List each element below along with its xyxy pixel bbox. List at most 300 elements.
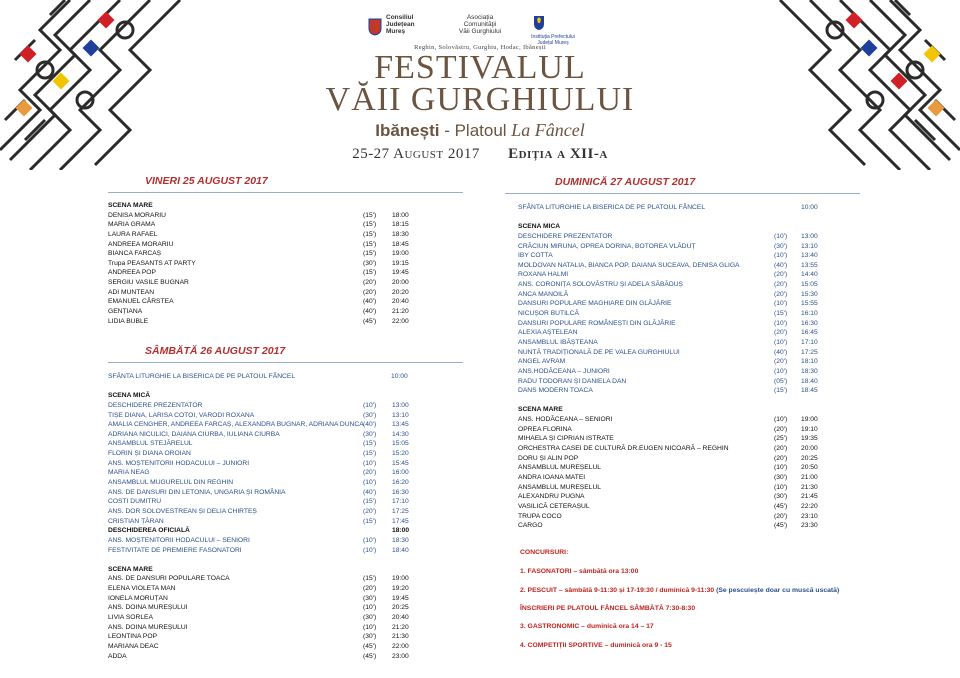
duration: (15') bbox=[363, 498, 377, 506]
performer-name: ANDRA IOANA MATEI bbox=[518, 473, 586, 481]
duration: (15') bbox=[363, 517, 377, 525]
start-time: 18:30 bbox=[392, 536, 409, 544]
schedule-row bbox=[108, 498, 418, 508]
performer-name: ANSAMBLUL MUREȘELUL bbox=[518, 464, 601, 472]
start-time: 21:30 bbox=[392, 633, 409, 641]
schedule-row bbox=[108, 633, 418, 643]
schedule-row bbox=[108, 479, 418, 489]
performer-name: ADI MUNTEAN bbox=[108, 288, 155, 296]
performer-name: ANS. DE DANSURI DIN LETONIA, UNGARIA ȘI ROMÂNIA bbox=[108, 488, 286, 496]
duration: (10') bbox=[363, 546, 377, 554]
schedule-row bbox=[108, 279, 418, 289]
start-time: 16:30 bbox=[392, 488, 409, 496]
logo-center-line: Comunităţii bbox=[463, 21, 497, 28]
start-time: 15:20 bbox=[392, 450, 409, 458]
start-time: 18:45 bbox=[801, 387, 818, 395]
duration: (20') bbox=[774, 290, 788, 298]
start-time: 19:10 bbox=[801, 425, 818, 433]
performer-name: IONELA MORUȚAN bbox=[108, 594, 168, 602]
performer-name: LAURA RAFAEL bbox=[108, 230, 158, 238]
duration: (10') bbox=[774, 416, 788, 424]
start-time: 19:45 bbox=[392, 594, 409, 602]
duration: (30') bbox=[363, 411, 377, 419]
performer-name: ANSAMBLUL MUREȘELUL bbox=[518, 483, 601, 491]
sunday-heading: DUMINICĂ 27 AUGUST 2017 bbox=[555, 176, 696, 188]
schedule-row bbox=[518, 329, 838, 339]
logo-left-line: Județean bbox=[386, 21, 415, 28]
location-village: Ibănești bbox=[375, 121, 440, 140]
duration: (30') bbox=[774, 493, 788, 501]
start-time: 15:45 bbox=[392, 459, 409, 467]
schedule-row bbox=[518, 464, 838, 474]
festival-title-line1: FESTIVALUL bbox=[374, 49, 586, 86]
performer-name: COSTI DUMITRU bbox=[108, 498, 162, 506]
schedule-row bbox=[108, 421, 418, 431]
performer-name: ADDA bbox=[108, 652, 127, 660]
duration: (20') bbox=[774, 445, 788, 453]
start-time: 18:30 bbox=[392, 230, 409, 238]
schedule-row bbox=[108, 556, 418, 566]
prefecture-crest-icon bbox=[532, 14, 546, 32]
duration: (15') bbox=[363, 575, 377, 583]
duration: (15') bbox=[363, 221, 377, 229]
start-time: 17:25 bbox=[392, 507, 409, 515]
duration: (10') bbox=[363, 459, 377, 467]
performer-name: Trupa PEASANTS AT PARTY bbox=[108, 259, 196, 267]
schedule-row bbox=[518, 300, 838, 310]
start-time: 10:00 bbox=[801, 204, 818, 211]
duration: (15') bbox=[363, 440, 377, 448]
performer-name: SCENA MARE bbox=[518, 406, 563, 414]
schedule-row bbox=[518, 484, 838, 494]
schedule-row bbox=[108, 469, 418, 479]
performer-name: DESCHIDEREA OFICIALĂ bbox=[108, 527, 190, 535]
performer-name: GENȚIANA bbox=[108, 308, 143, 316]
duration: (10') bbox=[774, 252, 788, 260]
performer-name: TRUPA COCO bbox=[518, 512, 562, 520]
performer-name: ANS. CORONIȚA SOLOVĂSTRU ȘI ADELA SĂBĂDUȘ bbox=[518, 281, 684, 289]
performer-name: DANSURI POPULARE MAGHIARE DIN GLĂJĂRIE bbox=[518, 300, 672, 308]
schedule-row bbox=[108, 643, 418, 653]
performer-name: ANGEL AVRAM bbox=[518, 358, 566, 366]
performer-name: NUNTĂ TRADIȚIONALĂ DE PE VALEA GURGHIULUI bbox=[518, 348, 680, 356]
performer-name: DESCHIDERE PREZENTATOR bbox=[108, 401, 203, 409]
duration: (45') bbox=[363, 317, 377, 325]
start-time: 15:30 bbox=[801, 290, 818, 298]
schedule-row bbox=[108, 595, 418, 605]
performer-name: ANDREEA MORARIU bbox=[108, 240, 174, 248]
start-time: 20:00 bbox=[801, 445, 818, 453]
performer-name: MOLDOVAN NATALIA, BIANCA POP, DAIANA SUCEAVA, DENISA GLIGA bbox=[518, 261, 740, 269]
sunday-schedule bbox=[518, 204, 838, 532]
performer-name: NICUȘOR BUTILCĂ bbox=[518, 310, 579, 318]
start-time: 23:10 bbox=[801, 512, 818, 520]
start-time: 19:15 bbox=[392, 259, 409, 267]
schedule-row bbox=[108, 508, 418, 518]
performer-name: DANS MODERN TOACA bbox=[518, 387, 593, 395]
start-time: 18:10 bbox=[801, 358, 818, 366]
start-time: 16:10 bbox=[801, 310, 818, 318]
festival-dates bbox=[250, 146, 710, 163]
duration: (10') bbox=[774, 483, 788, 491]
schedule-row bbox=[518, 358, 838, 368]
schedule-row bbox=[108, 537, 418, 547]
performer-name: DENISA MORARIU bbox=[108, 211, 166, 219]
location-separator: - Platoul bbox=[439, 121, 512, 140]
schedule-row bbox=[518, 513, 838, 523]
start-time: 21:20 bbox=[392, 623, 409, 631]
start-time: 23:00 bbox=[392, 652, 409, 660]
schedule-row bbox=[518, 214, 838, 224]
performer-name: SCENA MARE bbox=[108, 565, 153, 573]
friday-schedule bbox=[108, 202, 418, 327]
contest-pescuit bbox=[520, 587, 839, 594]
schedule-row bbox=[518, 223, 838, 233]
start-time: 19:45 bbox=[392, 269, 409, 277]
logo-right-line: Instituția Prefectului bbox=[531, 34, 575, 40]
schedule-row bbox=[108, 221, 418, 231]
performer-name: OPREA FLORINA bbox=[518, 425, 572, 433]
logo-center-line: Văii Gurghiului bbox=[458, 28, 502, 35]
duration: (15') bbox=[363, 211, 377, 219]
start-time: 18:00 bbox=[392, 211, 409, 219]
schedule-row bbox=[518, 262, 838, 272]
schedule-row bbox=[518, 378, 838, 388]
performer-name: MARIA NEAG bbox=[108, 469, 150, 477]
duration: (15') bbox=[363, 250, 377, 258]
duration: (30') bbox=[363, 633, 377, 641]
schedule-row bbox=[108, 402, 418, 412]
duration: (30') bbox=[363, 614, 377, 622]
duration: (20') bbox=[774, 271, 788, 279]
start-time: 15:05 bbox=[392, 440, 409, 448]
schedule-row bbox=[518, 271, 838, 281]
start-time: 13:10 bbox=[392, 411, 409, 419]
date-range: 25-27 August 2017 bbox=[352, 146, 480, 162]
start-time: 13:45 bbox=[392, 421, 409, 429]
performer-name: ROXANA HALMI bbox=[518, 271, 569, 279]
schedule-row bbox=[518, 503, 838, 513]
performer-name: MARIANA DEAC bbox=[108, 642, 159, 650]
schedule-row bbox=[518, 455, 838, 465]
performer-name: BIANCA FARCAȘ bbox=[108, 250, 162, 258]
schedule-row bbox=[108, 383, 418, 393]
start-time: 17:45 bbox=[392, 517, 409, 525]
duration: (30') bbox=[363, 594, 377, 602]
performer-name: ANS. DOR SOLOVESTREAN ȘI DELIA CHIRTEȘ bbox=[108, 507, 257, 515]
duration: (25') bbox=[774, 435, 788, 443]
schedule-row bbox=[108, 212, 418, 222]
duration: (10') bbox=[774, 300, 788, 308]
start-time: 16:45 bbox=[801, 329, 818, 337]
start-time: 13:00 bbox=[801, 232, 818, 240]
schedule-row bbox=[518, 291, 838, 301]
start-time: 14:40 bbox=[801, 271, 818, 279]
schedule-row bbox=[108, 518, 418, 528]
duration: (20') bbox=[774, 329, 788, 337]
duration: (15') bbox=[774, 310, 788, 318]
performer-name: FLORIN ȘI DIANA OROIAN bbox=[108, 450, 191, 458]
performer-name: RADU TODORAN ȘI DANIELA DAN bbox=[518, 377, 627, 385]
start-time: 19:00 bbox=[801, 416, 818, 424]
contest-fasonatori: 1. FASONATORI – sâmbătă ora 13:00 bbox=[520, 568, 639, 575]
duration: (40') bbox=[774, 261, 788, 269]
schedule-row bbox=[108, 289, 418, 299]
logo-left-line: Consiliul bbox=[386, 14, 414, 21]
performer-name: FESTIVITATE DE PREMIERE FASONATORI bbox=[108, 546, 242, 554]
performer-name: SERGIU VASILE BUGNAR bbox=[108, 279, 189, 287]
duration: (10') bbox=[774, 338, 788, 346]
performer-name: LIDIA BUBLE bbox=[108, 317, 149, 325]
duration: (10') bbox=[774, 232, 788, 240]
duration: (20') bbox=[774, 454, 788, 462]
saturday-heading: SÂMBĂTĂ 26 AUGUST 2017 bbox=[145, 345, 286, 357]
start-time: 18:45 bbox=[392, 240, 409, 248]
duration: (40') bbox=[363, 488, 377, 496]
start-time: 20:50 bbox=[801, 464, 818, 472]
performer-name: SFÂNTA LITURGHIE LA BISERICA DE PE PLATOUL FÂNCEL bbox=[518, 204, 706, 211]
performer-name: EMANUEL CÂRSTEA bbox=[108, 298, 174, 306]
start-time: 21:00 bbox=[801, 473, 818, 481]
performer-name: IBY COTTA bbox=[518, 252, 553, 260]
schedule-row bbox=[518, 435, 838, 445]
performer-name: ALEXANDRU PUGNA bbox=[518, 493, 585, 501]
schedule-row bbox=[108, 298, 418, 308]
duration: (40') bbox=[363, 298, 377, 306]
contest-sports: 4. COMPETIȚII SPORTIVE – duminică ora 9 - 15 bbox=[520, 642, 672, 649]
folk-ornament-left bbox=[0, 0, 200, 170]
start-time: 13:40 bbox=[801, 252, 818, 260]
schedule-row bbox=[518, 416, 838, 426]
start-time: 13:00 bbox=[392, 401, 409, 409]
performer-name: ANS.HODĂCEANA – JUNIORI bbox=[518, 367, 610, 375]
festival-title-line2: VĂII GURGHIULUI bbox=[325, 81, 635, 118]
contests-title: CONCURSURI: bbox=[520, 549, 569, 556]
start-time: 19:00 bbox=[392, 575, 409, 583]
schedule-row bbox=[108, 460, 418, 470]
performer-name: ANS. DE DANSURI POPULARE TOACA bbox=[108, 575, 230, 583]
performer-name: CARGO bbox=[518, 522, 543, 530]
folk-ornament-right bbox=[760, 0, 960, 170]
schedule-row bbox=[108, 202, 418, 212]
logo-right-line: Județul Mureș bbox=[537, 40, 569, 46]
schedule-row bbox=[108, 527, 418, 537]
performer-name: ELENA VIOLETA MAN bbox=[108, 585, 176, 593]
duration: (10') bbox=[774, 464, 788, 472]
schedule-row bbox=[518, 320, 838, 330]
schedule-row bbox=[518, 445, 838, 455]
contest-pescuit-text: 2. PESCUIT – sâmbătă 9-11:30 și 17-19:30 / duminică 9-11:30 bbox=[520, 587, 715, 594]
duration: (20') bbox=[363, 469, 377, 477]
duration: (15') bbox=[363, 240, 377, 248]
performer-name: DORU ȘI ALIN POP bbox=[518, 454, 579, 462]
duration: (20') bbox=[363, 507, 377, 515]
schedule-row bbox=[108, 269, 418, 279]
performer-name: ANS. DOINA MUREȘULUI bbox=[108, 623, 188, 631]
duration: (20') bbox=[774, 512, 788, 520]
schedule-row bbox=[108, 585, 418, 595]
duration: (45') bbox=[363, 652, 377, 660]
start-time: 18:40 bbox=[801, 377, 818, 385]
performer-name: ANCA MANOILĂ bbox=[518, 290, 569, 298]
duration: (10') bbox=[363, 536, 377, 544]
start-time: 19:00 bbox=[392, 250, 409, 258]
schedule-row bbox=[108, 489, 418, 499]
performer-name: ANS. HODĂCEANA – SENIORI bbox=[518, 416, 613, 424]
duration: (40') bbox=[363, 421, 377, 429]
schedule-row bbox=[108, 308, 418, 318]
duration: (20') bbox=[363, 279, 377, 287]
performer-name: ORCHESTRA CASEI DE CULTURĂ DR.EUGEN NICOARĂ – REGHIN bbox=[518, 445, 729, 453]
schedule-row bbox=[108, 450, 418, 460]
schedule-row bbox=[518, 233, 838, 243]
performer-name: DESCHIDERE PREZENTATOR bbox=[518, 232, 613, 240]
schedule-row bbox=[108, 566, 418, 576]
contest-pescuit-note: (Se pescuiește doar cu muscă uscată) bbox=[714, 587, 840, 594]
start-time: 17:10 bbox=[801, 338, 818, 346]
start-time: 22:00 bbox=[392, 642, 409, 650]
sunday-rule bbox=[505, 193, 860, 194]
performer-name: CRISTIAN ȚĂRAN bbox=[108, 517, 164, 525]
edition: Ediția a XII-a bbox=[508, 146, 608, 162]
performer-name: LIVIA SORLEA bbox=[108, 614, 153, 622]
schedule-row bbox=[108, 412, 418, 422]
duration: (15') bbox=[363, 230, 377, 238]
performer-name: ANS. DOINA MUREȘULUI bbox=[108, 604, 188, 612]
contest-gastronomic: 3. GASTRONOMIC – duminică ora 14 – 17 bbox=[520, 623, 654, 630]
schedule-row bbox=[108, 241, 418, 251]
start-time: 20:40 bbox=[392, 298, 409, 306]
performer-name: TIȘE DIANA, LARISA COTOI, VARODI ROXANA bbox=[108, 411, 255, 419]
logo-left-line: Mureș bbox=[386, 28, 406, 35]
start-time: 16:20 bbox=[392, 479, 409, 487]
start-time: 13:10 bbox=[801, 242, 818, 250]
schedule-row bbox=[518, 368, 838, 378]
logo-center-line: Asociația bbox=[466, 14, 494, 21]
performer-name: ANS. MOȘTENITORII HODACULUI – JUNIORI bbox=[108, 459, 250, 467]
start-time: 13:55 bbox=[801, 261, 818, 269]
start-time: 22:00 bbox=[392, 317, 409, 325]
duration: (20') bbox=[363, 585, 377, 593]
start-time: 18:40 bbox=[392, 546, 409, 554]
performer-name: LEONTINA POP bbox=[108, 633, 158, 641]
schedule-row bbox=[108, 575, 418, 585]
performer-name: SFÂNTA LITURGHIE LA BISERICA DE PE PLATOUL FÂNCEL bbox=[108, 373, 296, 380]
duration: (10') bbox=[774, 367, 788, 375]
duration: (15') bbox=[363, 450, 377, 458]
duration: (30') bbox=[774, 242, 788, 250]
duration: (40') bbox=[363, 308, 377, 316]
start-time: 18:00 bbox=[392, 527, 410, 535]
schedule-row bbox=[108, 392, 418, 402]
start-time: 21:30 bbox=[801, 483, 818, 491]
performer-name: ANSAMBLUL STEJĂRELUL bbox=[108, 440, 193, 448]
start-time: 16:30 bbox=[801, 319, 818, 327]
start-time: 22:20 bbox=[801, 502, 818, 510]
start-time: 19:20 bbox=[392, 585, 409, 593]
start-time: 16:00 bbox=[392, 469, 409, 477]
start-time: 18:30 bbox=[801, 367, 818, 375]
performer-name: ANDREEA POP bbox=[108, 269, 156, 277]
start-time: 20:25 bbox=[392, 604, 409, 612]
schedule-row bbox=[518, 474, 838, 484]
performer-name: ANS. MOȘTENITORII HODACULUI – SENIORI bbox=[108, 536, 250, 544]
schedule-row bbox=[518, 252, 838, 262]
schedule-row bbox=[518, 281, 838, 291]
duration: (15') bbox=[774, 387, 788, 395]
performer-name: ADRIANA NICULICI, DAIANA CIURBA, IULIANA CIURBA bbox=[108, 430, 280, 438]
duration: (20') bbox=[774, 358, 788, 366]
duration: (20') bbox=[774, 425, 788, 433]
duration: (20') bbox=[774, 281, 788, 289]
contest-registration: ÎNSCRIERI PE PLATOUL FÂNCEL SÂMBĂTĂ 7:30-8:30 bbox=[520, 605, 696, 612]
schedule-row bbox=[518, 310, 838, 320]
performer-name: DANSURI POPULARE ROMÂNEȘTI DIN GLĂJĂRIE bbox=[518, 319, 676, 327]
start-time: 18:15 bbox=[392, 221, 409, 229]
logo-left-text bbox=[386, 14, 426, 35]
start-time: 20:40 bbox=[392, 614, 409, 622]
county-shield-icon bbox=[368, 18, 382, 36]
performer-name: AMALIA CENGHER, ANDREEA FARCAȘ, ALEXANDRA BUGNAR, ADRIANA DUNCA bbox=[108, 421, 364, 429]
schedule-row bbox=[108, 318, 418, 328]
saturday-schedule bbox=[108, 373, 418, 662]
friday-heading: VINERI 25 AUGUST 2017 bbox=[145, 175, 268, 187]
start-time: 20:20 bbox=[392, 288, 409, 296]
schedule-row bbox=[518, 339, 838, 349]
saturday-rule bbox=[108, 362, 463, 363]
start-time: 19:35 bbox=[801, 435, 818, 443]
schedule-row bbox=[108, 653, 418, 663]
schedule-row bbox=[518, 426, 838, 436]
performer-name: SCENA MICĂ bbox=[108, 392, 151, 400]
schedule-row bbox=[108, 614, 418, 624]
start-time: 21:45 bbox=[801, 493, 818, 501]
schedule-row bbox=[518, 243, 838, 253]
performer-name: SCENA MARE bbox=[108, 202, 153, 209]
duration: (10') bbox=[363, 604, 377, 612]
schedule-row bbox=[108, 231, 418, 241]
performer-name: ANSAMBLUL MUGURELUL DIN REGHIN bbox=[108, 479, 234, 487]
schedule-row bbox=[108, 250, 418, 260]
start-time: 23:30 bbox=[801, 522, 818, 530]
villages-line: Reghin, Solovăstru, Gurghiu, Hodac, Ibănești bbox=[414, 44, 546, 51]
duration: (45') bbox=[363, 642, 377, 650]
start-time: 20:00 bbox=[392, 279, 409, 287]
friday-rule bbox=[108, 192, 463, 193]
start-time: 17:10 bbox=[392, 498, 409, 506]
start-time: 17:25 bbox=[801, 348, 818, 356]
performer-name: MIHAELA ȘI CIPRIAN ISTRATE bbox=[518, 435, 614, 443]
schedule-row bbox=[518, 406, 838, 416]
start-time: 21:20 bbox=[392, 308, 409, 316]
festival-location bbox=[250, 120, 710, 141]
performer-name: MARIA GRAMA bbox=[108, 221, 156, 229]
duration: (05') bbox=[774, 377, 788, 385]
performer-name: ANSAMBLUL IBĂȘTEANA bbox=[518, 338, 598, 346]
performer-name: VASILICĂ CETERAȘUL bbox=[518, 502, 590, 510]
performer-name: ALEXIA AȘTELEAN bbox=[518, 329, 578, 337]
schedule-row bbox=[518, 387, 838, 397]
logo-center-text bbox=[448, 14, 512, 35]
performer-name: CRĂCIUN MIRUNA, OPREA DORINA, BOTOREA VLĂDUȚ bbox=[518, 242, 696, 250]
schedule-row bbox=[108, 547, 418, 557]
schedule-row bbox=[108, 624, 418, 634]
start-time: 20:25 bbox=[801, 454, 818, 462]
duration: (30') bbox=[774, 473, 788, 481]
schedule-row bbox=[108, 604, 418, 614]
duration: (45') bbox=[774, 502, 788, 510]
performer-name: SCENA MICA bbox=[518, 223, 561, 231]
